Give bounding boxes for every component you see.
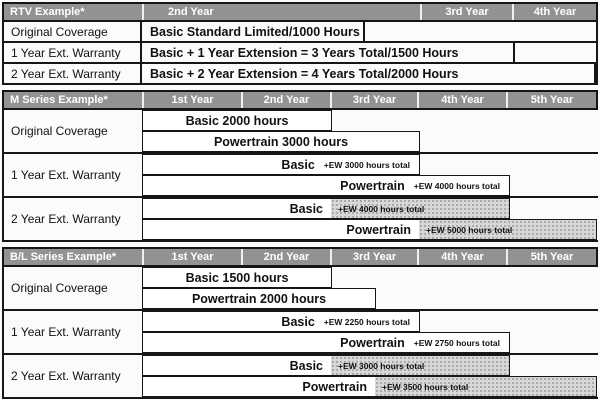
bar-text: Basic 1500 hours <box>185 270 289 285</box>
coverage-bar: Basic + 2 Year Extension = 4 Years Total/2000 Hours <box>142 64 596 83</box>
row-label: 2 Year Ext. Warranty <box>11 212 121 226</box>
coverage-group-original <box>4 267 598 309</box>
bar-text: Basic <box>289 201 323 216</box>
row-label: 1 Year Ext. Warranty <box>11 325 121 339</box>
bar-row <box>4 219 598 240</box>
column-header-2nd-year: 2nd Year <box>241 92 330 108</box>
coverage-group-original <box>4 110 598 152</box>
bl-series-body <box>2 267 598 399</box>
bar-text: Basic <box>281 314 315 329</box>
rtv-section-title: RTV Example* <box>10 6 85 18</box>
bar-row <box>4 154 598 175</box>
column-header-3rd-year: 3rd Year <box>330 249 417 265</box>
coverage-bar-powertrain <box>142 376 597 397</box>
coverage-row-2yr-ext <box>4 62 596 83</box>
bar-row <box>4 267 598 288</box>
bar-row <box>4 332 598 353</box>
bar-text: Basic 2000 hours <box>185 113 289 128</box>
column-header-5th-year: 5th Year <box>506 92 596 108</box>
column-header-1st-year: 1st Year <box>142 92 241 108</box>
column-header-5th-year: 5th Year <box>506 249 596 265</box>
column-header-2nd-year: 2nd Year <box>142 4 420 20</box>
m-series-header-row <box>2 90 598 110</box>
extension-hours-text: +EW 2750 hours total <box>413 337 500 348</box>
bar-label-zone <box>143 377 375 396</box>
bar-row <box>4 288 598 309</box>
coverage-bar: Basic + 1 Year Extension = 3 Years Total/1500 Hours <box>142 43 515 62</box>
bar-label-zone <box>143 220 419 239</box>
column-header-1st-year: 1st Year <box>142 249 241 265</box>
bar-text: Basic <box>289 358 323 373</box>
column-header-3rd-year: 3rd Year <box>330 92 417 108</box>
coverage-bar-basic <box>142 311 420 332</box>
bar-extension-shaded-zone <box>331 356 509 375</box>
column-header-4th-year: 4th Year <box>512 4 596 20</box>
coverage-bar-basic <box>142 198 510 219</box>
m-series-example-table <box>2 90 598 242</box>
bar-text: Basic <box>281 157 315 172</box>
bar-row <box>4 376 598 397</box>
coverage-group-2yr-ext <box>4 353 598 397</box>
m-series-body <box>2 110 598 242</box>
column-header-2nd-year: 2nd Year <box>241 249 330 265</box>
coverage-bar-basic <box>142 267 332 288</box>
row-label: 1 Year Ext. Warranty <box>4 43 142 62</box>
coverage-group-1yr-ext <box>4 152 598 196</box>
bar-text: Powertrain <box>346 222 411 237</box>
row-label: Original Coverage <box>11 281 108 295</box>
row-label: Original Coverage <box>11 124 108 138</box>
coverage-bar-basic <box>142 154 420 175</box>
bar-extension-shaded-zone <box>419 220 596 239</box>
row-label: 1 Year Ext. Warranty <box>11 168 121 182</box>
extension-hours-text: +EW 3000 hours total <box>323 159 410 170</box>
bar-text: Powertrain <box>302 379 367 394</box>
column-header-3rd-year: 3rd Year <box>420 4 512 20</box>
bar-extension-shaded-zone <box>375 377 596 396</box>
coverage-bar-powertrain <box>142 332 510 353</box>
coverage-bar: Basic Standard Limited/1000 Hours <box>142 22 365 41</box>
bar-text: Powertrain 2000 hours <box>191 291 327 306</box>
m-series-section-title: M Series Example* <box>10 94 108 106</box>
rtv-header-row <box>2 2 598 22</box>
extension-hours-text: +EW 5000 hours total <box>426 224 513 235</box>
coverage-row-original <box>4 22 596 41</box>
bar-label-zone <box>143 199 331 218</box>
coverage-bar-powertrain <box>142 219 597 240</box>
column-header-4th-year: 4th Year <box>417 249 506 265</box>
bar-row <box>4 131 598 152</box>
row-label: Original Coverage <box>4 22 142 41</box>
extension-hours-text: +EW 3500 hours total <box>382 381 469 392</box>
coverage-bar-powertrain <box>142 288 376 309</box>
bar-row <box>4 311 598 332</box>
bar-text: Powertrain 3000 hours <box>213 134 349 149</box>
coverage-bar-basic <box>142 110 332 131</box>
coverage-group-1yr-ext <box>4 309 598 353</box>
rtv-example-table <box>2 2 598 85</box>
coverage-bar-powertrain <box>142 175 510 196</box>
bar-text: Powertrain <box>340 178 405 193</box>
bl-series-example-table <box>2 247 598 399</box>
extension-hours-text: +EW 3000 hours total <box>338 360 425 371</box>
extension-hours-text: +EW 4000 hours total <box>338 203 425 214</box>
bar-row <box>4 110 598 131</box>
coverage-bar-powertrain <box>142 131 420 152</box>
rtv-body <box>2 22 598 85</box>
column-header-4th-year: 4th Year <box>417 92 506 108</box>
bl-series-section-title: B/L Series Example* <box>10 251 117 263</box>
bar-extension-shaded-zone <box>331 199 509 218</box>
row-label: 2 Year Ext. Warranty <box>11 369 121 383</box>
bar-label-zone <box>143 356 331 375</box>
coverage-row-1yr-ext <box>4 41 596 62</box>
coverage-group-2yr-ext <box>4 196 598 240</box>
bar-row <box>4 198 598 219</box>
row-label: 2 Year Ext. Warranty <box>4 64 142 83</box>
coverage-bar-basic <box>142 355 510 376</box>
bar-text: Powertrain <box>340 335 405 350</box>
extension-hours-text: +EW 2250 hours total <box>323 316 410 327</box>
bar-row <box>4 355 598 376</box>
bar-row <box>4 175 598 196</box>
extension-hours-text: +EW 4000 hours total <box>413 180 500 191</box>
bl-series-header-row <box>2 247 598 267</box>
